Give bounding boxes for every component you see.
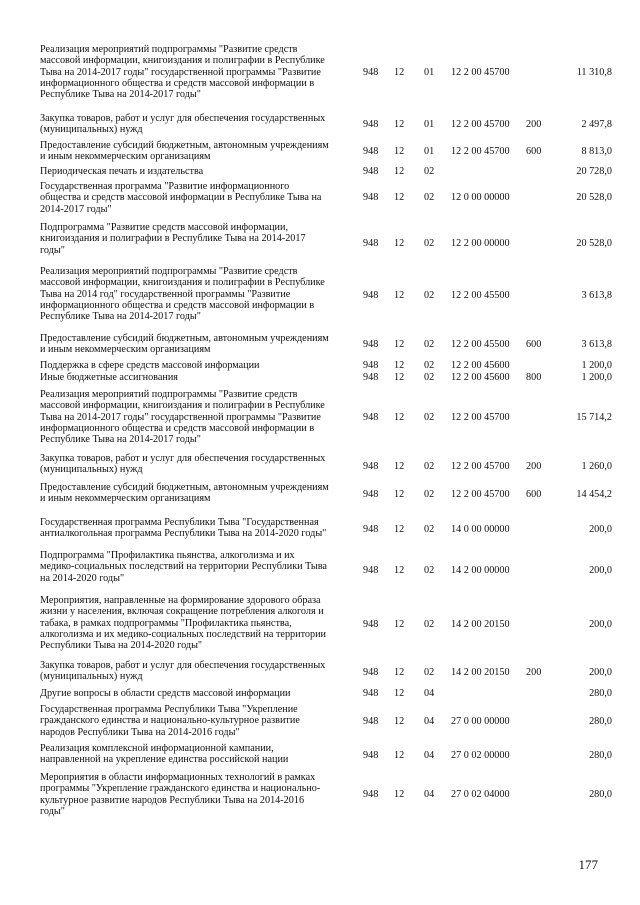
row-description: Предоставление субсидий бюджетным, автономным учреждениям и иным некоммерческим организациям — [40, 333, 329, 356]
admin-code: 948 — [363, 119, 379, 130]
subsection-code: 01 — [424, 119, 435, 130]
row-description: Государственная программа Республики Тыва "Укрепление гражданского единства и национально-культурное развитие народов Республики Тыва на 2014-2016 годы" — [40, 704, 300, 738]
section-code: 12 — [394, 461, 405, 472]
subsection-code: 02 — [424, 360, 435, 371]
subsection-code: 04 — [424, 716, 435, 727]
row-description: Иные бюджетные ассигнования — [40, 372, 178, 383]
row-description: Подпрограмма "Профилактика пьянства, алкоголизма и их медико-социальных последствий на территории Республики Тыва на 2014-2020 годы" — [40, 550, 327, 584]
section-code: 12 — [394, 290, 405, 301]
subsection-code: 04 — [424, 750, 435, 761]
section-code: 12 — [394, 667, 405, 678]
target-article-code: 12 2 00 45500 — [451, 339, 510, 350]
target-article-code: 12 2 00 45500 — [451, 290, 510, 301]
subsection-code: 02 — [424, 166, 435, 177]
row-description: Периодическая печать и издательства — [40, 166, 204, 177]
section-code: 12 — [394, 360, 405, 371]
admin-code: 948 — [363, 461, 379, 472]
target-article-code: 27 0 00 00000 — [451, 716, 510, 727]
section-code: 12 — [394, 789, 405, 800]
amount: 8 813,0 — [581, 146, 612, 157]
expense-type-code: 600 — [526, 489, 542, 500]
row-description: Реализация мероприятий подпрограммы "Развитие средств массовой информации, книгоиздания и полиграфии в Республике Тыва на 2014-2017 годы" государственной программы "Развитие информационного общества и средств массовой информации в Республике Тыва на 2014-2017 годы" — [40, 389, 325, 446]
subsection-code: 02 — [424, 238, 435, 249]
subsection-code: 02 — [424, 619, 435, 630]
expense-type-code: 800 — [526, 372, 542, 383]
admin-code: 948 — [363, 688, 379, 699]
amount: 280,0 — [589, 688, 612, 699]
expense-type-code: 200 — [526, 119, 542, 130]
row-description: Поддержка в сфере средств массовой информации — [40, 360, 260, 371]
row-description: Предоставление субсидий бюджетным, автономным учреждениям и иным некоммерческим организациям — [40, 482, 329, 505]
target-article-code: 14 2 00 20150 — [451, 619, 510, 630]
target-article-code: 12 2 00 45700 — [451, 146, 510, 157]
admin-code: 948 — [363, 360, 379, 371]
row-description: Государственная программа "Развитие информационного общества и средств массовой информации в Республике Тыва на 2014-2017 годы" — [40, 181, 322, 215]
target-article-code: 12 2 00 00000 — [451, 238, 510, 249]
admin-code: 948 — [363, 192, 379, 203]
amount: 3 613,8 — [581, 290, 612, 301]
section-code: 12 — [394, 412, 405, 423]
target-article-code: 12 2 00 45700 — [451, 489, 510, 500]
row-description: Закупка товаров, работ и услуг для обеспечения государственных (муниципальных) нужд — [40, 660, 326, 683]
subsection-code: 01 — [424, 146, 435, 157]
admin-code: 948 — [363, 565, 379, 576]
subsection-code: 02 — [424, 461, 435, 472]
amount: 280,0 — [589, 716, 612, 727]
amount: 2 497,8 — [581, 119, 612, 130]
expense-type-code: 200 — [526, 667, 542, 678]
subsection-code: 02 — [424, 372, 435, 383]
row-description: Реализация мероприятий подпрограммы "Развитие средств массовой информации, книгоиздания и полиграфии в Республике Тыва на 2014 год" государственной программы "Развитие информационного общества и средств массовой информации в Республике Тыва на 2014-2017 годы" — [40, 266, 325, 323]
admin-code: 948 — [363, 372, 379, 383]
section-code: 12 — [394, 619, 405, 630]
target-article-code: 14 2 00 20150 — [451, 667, 510, 678]
admin-code: 948 — [363, 412, 379, 423]
subsection-code: 02 — [424, 412, 435, 423]
section-code: 12 — [394, 339, 405, 350]
admin-code: 948 — [363, 339, 379, 350]
expense-type-code: 600 — [526, 339, 542, 350]
amount: 20 528,0 — [576, 238, 612, 249]
amount: 15 714,2 — [576, 412, 612, 423]
row-description: Подпрограмма "Развитие средств массовой информации, книгоиздания и полиграфии в Республике Тыва на 2014-2017 годы" — [40, 222, 306, 256]
expense-type-code: 200 — [526, 461, 542, 472]
target-article-code: 12 0 00 00000 — [451, 192, 510, 203]
amount: 1 200,0 — [581, 372, 612, 383]
admin-code: 948 — [363, 789, 379, 800]
amount: 200,0 — [589, 619, 612, 630]
admin-code: 948 — [363, 750, 379, 761]
admin-code: 948 — [363, 667, 379, 678]
target-article-code: 12 2 00 45600 — [451, 360, 510, 371]
section-code: 12 — [394, 67, 405, 78]
amount: 200,0 — [589, 524, 612, 535]
amount: 14 454,2 — [576, 489, 612, 500]
subsection-code: 02 — [424, 565, 435, 576]
subsection-code: 01 — [424, 67, 435, 78]
amount: 3 613,8 — [581, 339, 612, 350]
target-article-code: 27 0 02 04000 — [451, 789, 510, 800]
section-code: 12 — [394, 716, 405, 727]
subsection-code: 02 — [424, 667, 435, 678]
admin-code: 948 — [363, 290, 379, 301]
row-description: Предоставление субсидий бюджетным, автономным учреждениям и иным некоммерческим организациям — [40, 140, 329, 163]
target-article-code: 12 2 00 45700 — [451, 412, 510, 423]
section-code: 12 — [394, 524, 405, 535]
admin-code: 948 — [363, 619, 379, 630]
admin-code: 948 — [363, 524, 379, 535]
amount: 20 728,0 — [576, 166, 612, 177]
admin-code: 948 — [363, 489, 379, 500]
row-description: Мероприятия, направленные на формирование здорового образа жизни у населения, включая сокращение потребления алкоголя и табака, в рамках подпрограммы "Профилактика пьянства, алкоголизма и их медико-социальных последствий на территории Республики Тыва на 2014-2020 годы" — [40, 595, 326, 652]
subsection-code: 02 — [424, 339, 435, 350]
subsection-code: 02 — [424, 290, 435, 301]
expense-type-code: 600 — [526, 146, 542, 157]
section-code: 12 — [394, 192, 405, 203]
admin-code: 948 — [363, 716, 379, 727]
target-article-code: 14 0 00 00000 — [451, 524, 510, 535]
amount: 1 260,0 — [581, 461, 612, 472]
amount: 1 200,0 — [581, 360, 612, 371]
row-description: Мероприятия в области информационных технологий в рамках программы "Укрепление гражданского единства и национально- культурное развитие народов Республики Тыва на 2014-2016 годы" — [40, 772, 321, 817]
section-code: 12 — [394, 372, 405, 383]
target-article-code: 12 2 00 45700 — [451, 67, 510, 78]
admin-code: 948 — [363, 166, 379, 177]
amount: 280,0 — [589, 750, 612, 761]
section-code: 12 — [394, 146, 405, 157]
section-code: 12 — [394, 688, 405, 699]
section-code: 12 — [394, 565, 405, 576]
section-code: 12 — [394, 166, 405, 177]
amount: 20 528,0 — [576, 192, 612, 203]
target-article-code: 12 2 00 45700 — [451, 461, 510, 472]
row-description: Другие вопросы в области средств массовой информации — [40, 688, 291, 699]
row-description: Закупка товаров, работ и услуг для обеспечения государственных (муниципальных) нужд — [40, 453, 326, 476]
target-article-code: 14 2 00 00000 — [451, 565, 510, 576]
admin-code: 948 — [363, 67, 379, 78]
target-article-code: 12 2 00 45700 — [451, 119, 510, 130]
admin-code: 948 — [363, 238, 379, 249]
section-code: 12 — [394, 489, 405, 500]
admin-code: 948 — [363, 146, 379, 157]
amount: 280,0 — [589, 789, 612, 800]
subsection-code: 02 — [424, 524, 435, 535]
subsection-code: 04 — [424, 789, 435, 800]
amount: 200,0 — [589, 565, 612, 576]
row-description: Закупка товаров, работ и услуг для обеспечения государственных (муниципальных) нужд — [40, 113, 326, 136]
target-article-code: 27 0 02 00000 — [451, 750, 510, 761]
subsection-code: 04 — [424, 688, 435, 699]
subsection-code: 02 — [424, 192, 435, 203]
row-description: Реализация мероприятий подпрограммы "Развитие средств массовой информации, книгоиздания и полиграфии в Республике Тыва на 2014-2017 годы" государственной программы "Развитие информационного общества и средств массовой информации в Республике Тыва на 2014-2017 годы" — [40, 44, 325, 101]
amount: 200,0 — [589, 667, 612, 678]
section-code: 12 — [394, 119, 405, 130]
section-code: 12 — [394, 238, 405, 249]
row-description: Государственная программа Республики Тыва "Государственная антиалкогольная программа Республики Тыва на 2014-2020 годы" — [40, 517, 327, 540]
page-number: 177 — [578, 857, 598, 872]
amount: 11 310,8 — [576, 67, 612, 78]
subsection-code: 02 — [424, 489, 435, 500]
section-code: 12 — [394, 750, 405, 761]
row-description: Реализация комплексной информационной кампании, направленной на укрепление единства российской нации — [40, 743, 289, 766]
target-article-code: 12 2 00 45600 — [451, 372, 510, 383]
